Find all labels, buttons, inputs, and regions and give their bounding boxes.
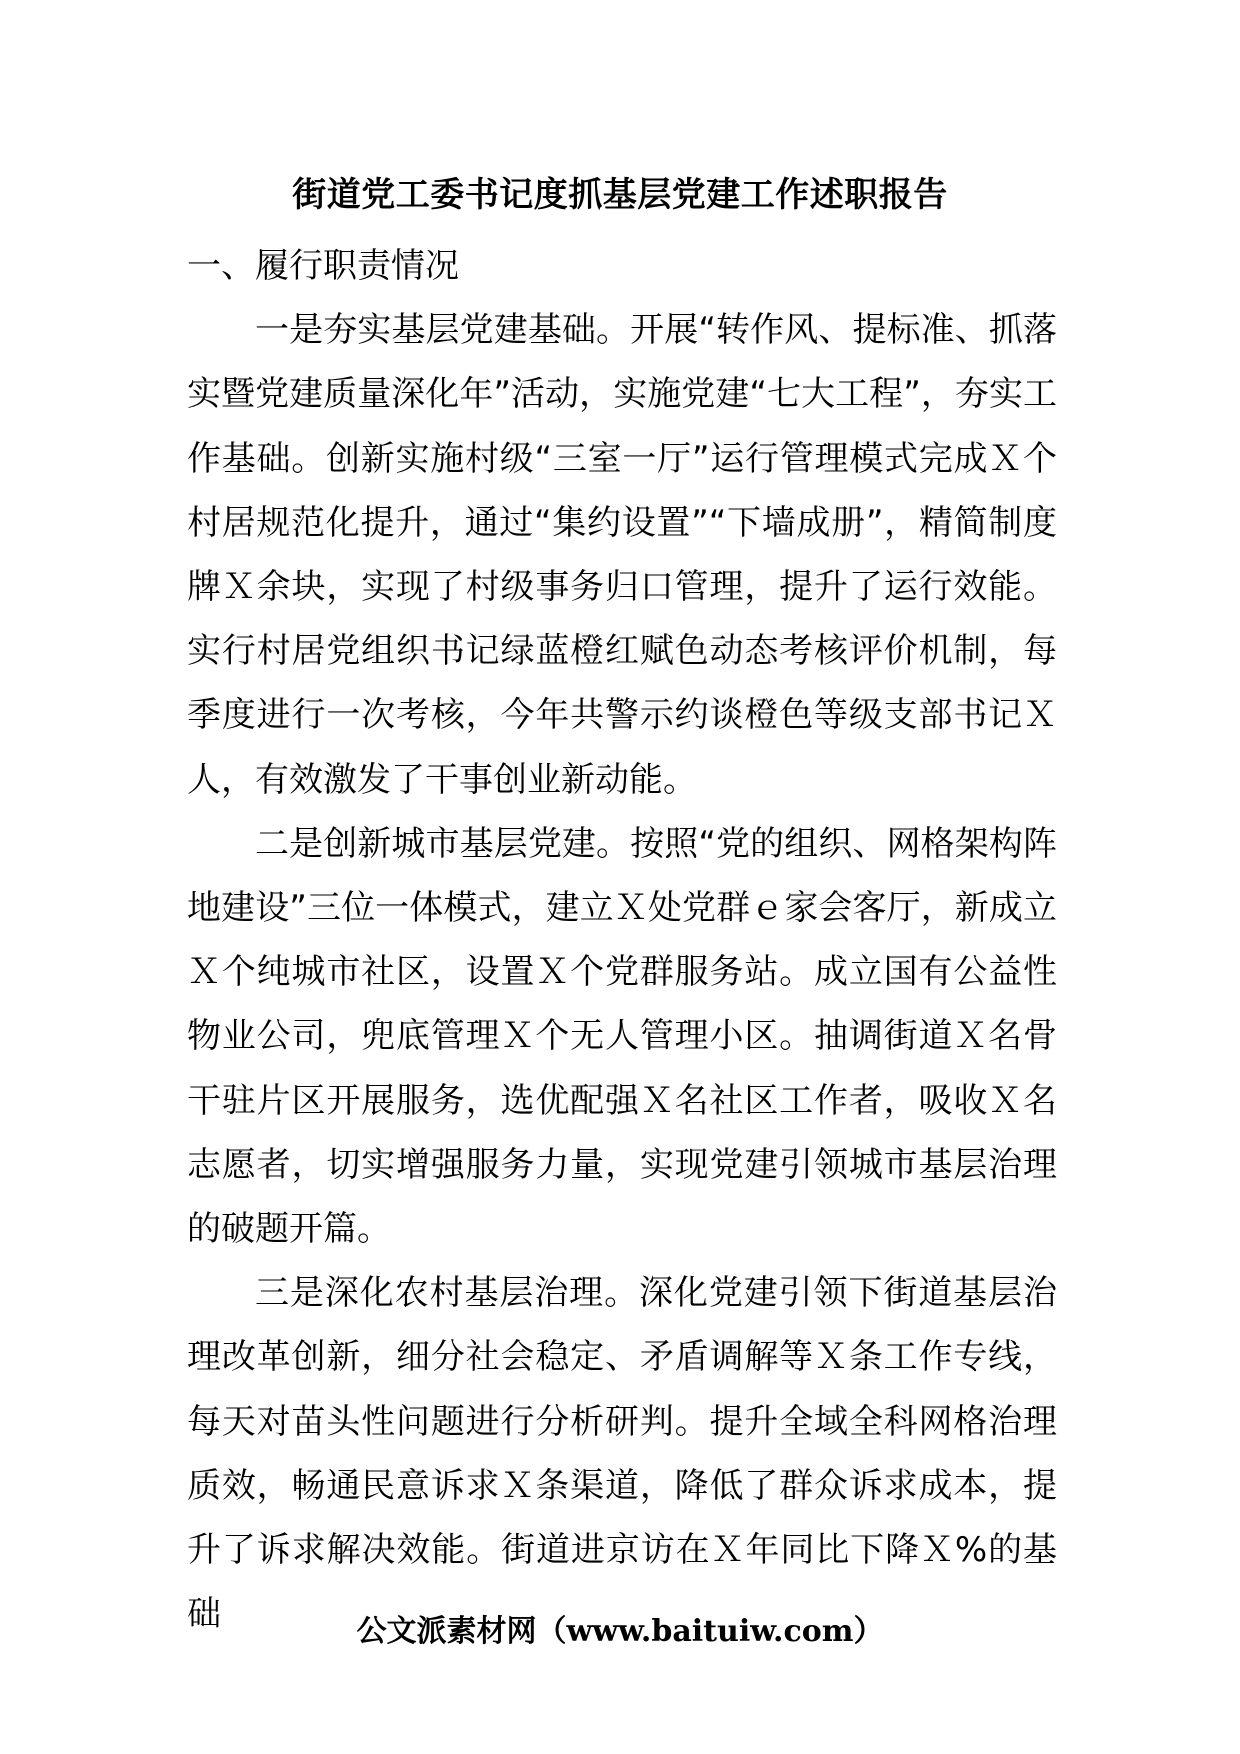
paragraph-2: 二是创新城市基层党建。按照“党的组织、网格架构阵地建设”三位一体模式，建立Ｘ处党群ｅ家会客厅，新成立Ｘ个纯城市社区，设置Ｘ个党群服务站。成立国有公益性物业公司，兜底管理Ｘ个无人管理小区。抽调街道Ｘ名骨干驻片区开展服务，选优配强Ｘ名社区工作者，吸收Ｘ名志愿者，切实增强服务力量，实现党建引领城市基层治理的破题开篇。	[187, 823, 1057, 1250]
section-heading: 一、履行职责情况	[187, 246, 459, 286]
document-title: 街道党工委书记度抓基层党建工作述职报告	[292, 175, 948, 215]
paragraph-1: 一是夯实基层党建基础。开展“转作风、提标准、抓落实暨党建质量深化年”活动，实施党建“七大工程”，夯实工作基础。创新实施村级“三室一厅”运行管理模式完成Ｘ个村居规范化提升，通过“集约设置”“下墙成册”，精简制度牌Ｘ余块，实现了村级事务归口管理，提升了运行效能。实行村居党组织书记绿蓝橙红赋色动态考核评价机制，每季度进行一次考核，今年共警示约谈橙色等级支部书记Ｘ人，有效激发了干事创业新动能。	[187, 310, 1057, 800]
footer-watermark: 公文派素材网（www.baituiw.com）	[356, 1614, 884, 1649]
document-body	[187, 234, 1057, 1646]
paragraph-3: 三是深化农村基层治理。深化党建引领下街道基层治理改革创新，细分社会稳定、矛盾调解等Ｘ条工作专线，每天对苗头性问题进行分析研判。提升全域全科网格治理质效，畅通民意诉求Ｘ条渠道，降低了群众诉求成本，提升了诉求解决效能。街道进京访在Ｘ年同比下降Ｘ%的基础	[187, 1273, 1057, 1635]
